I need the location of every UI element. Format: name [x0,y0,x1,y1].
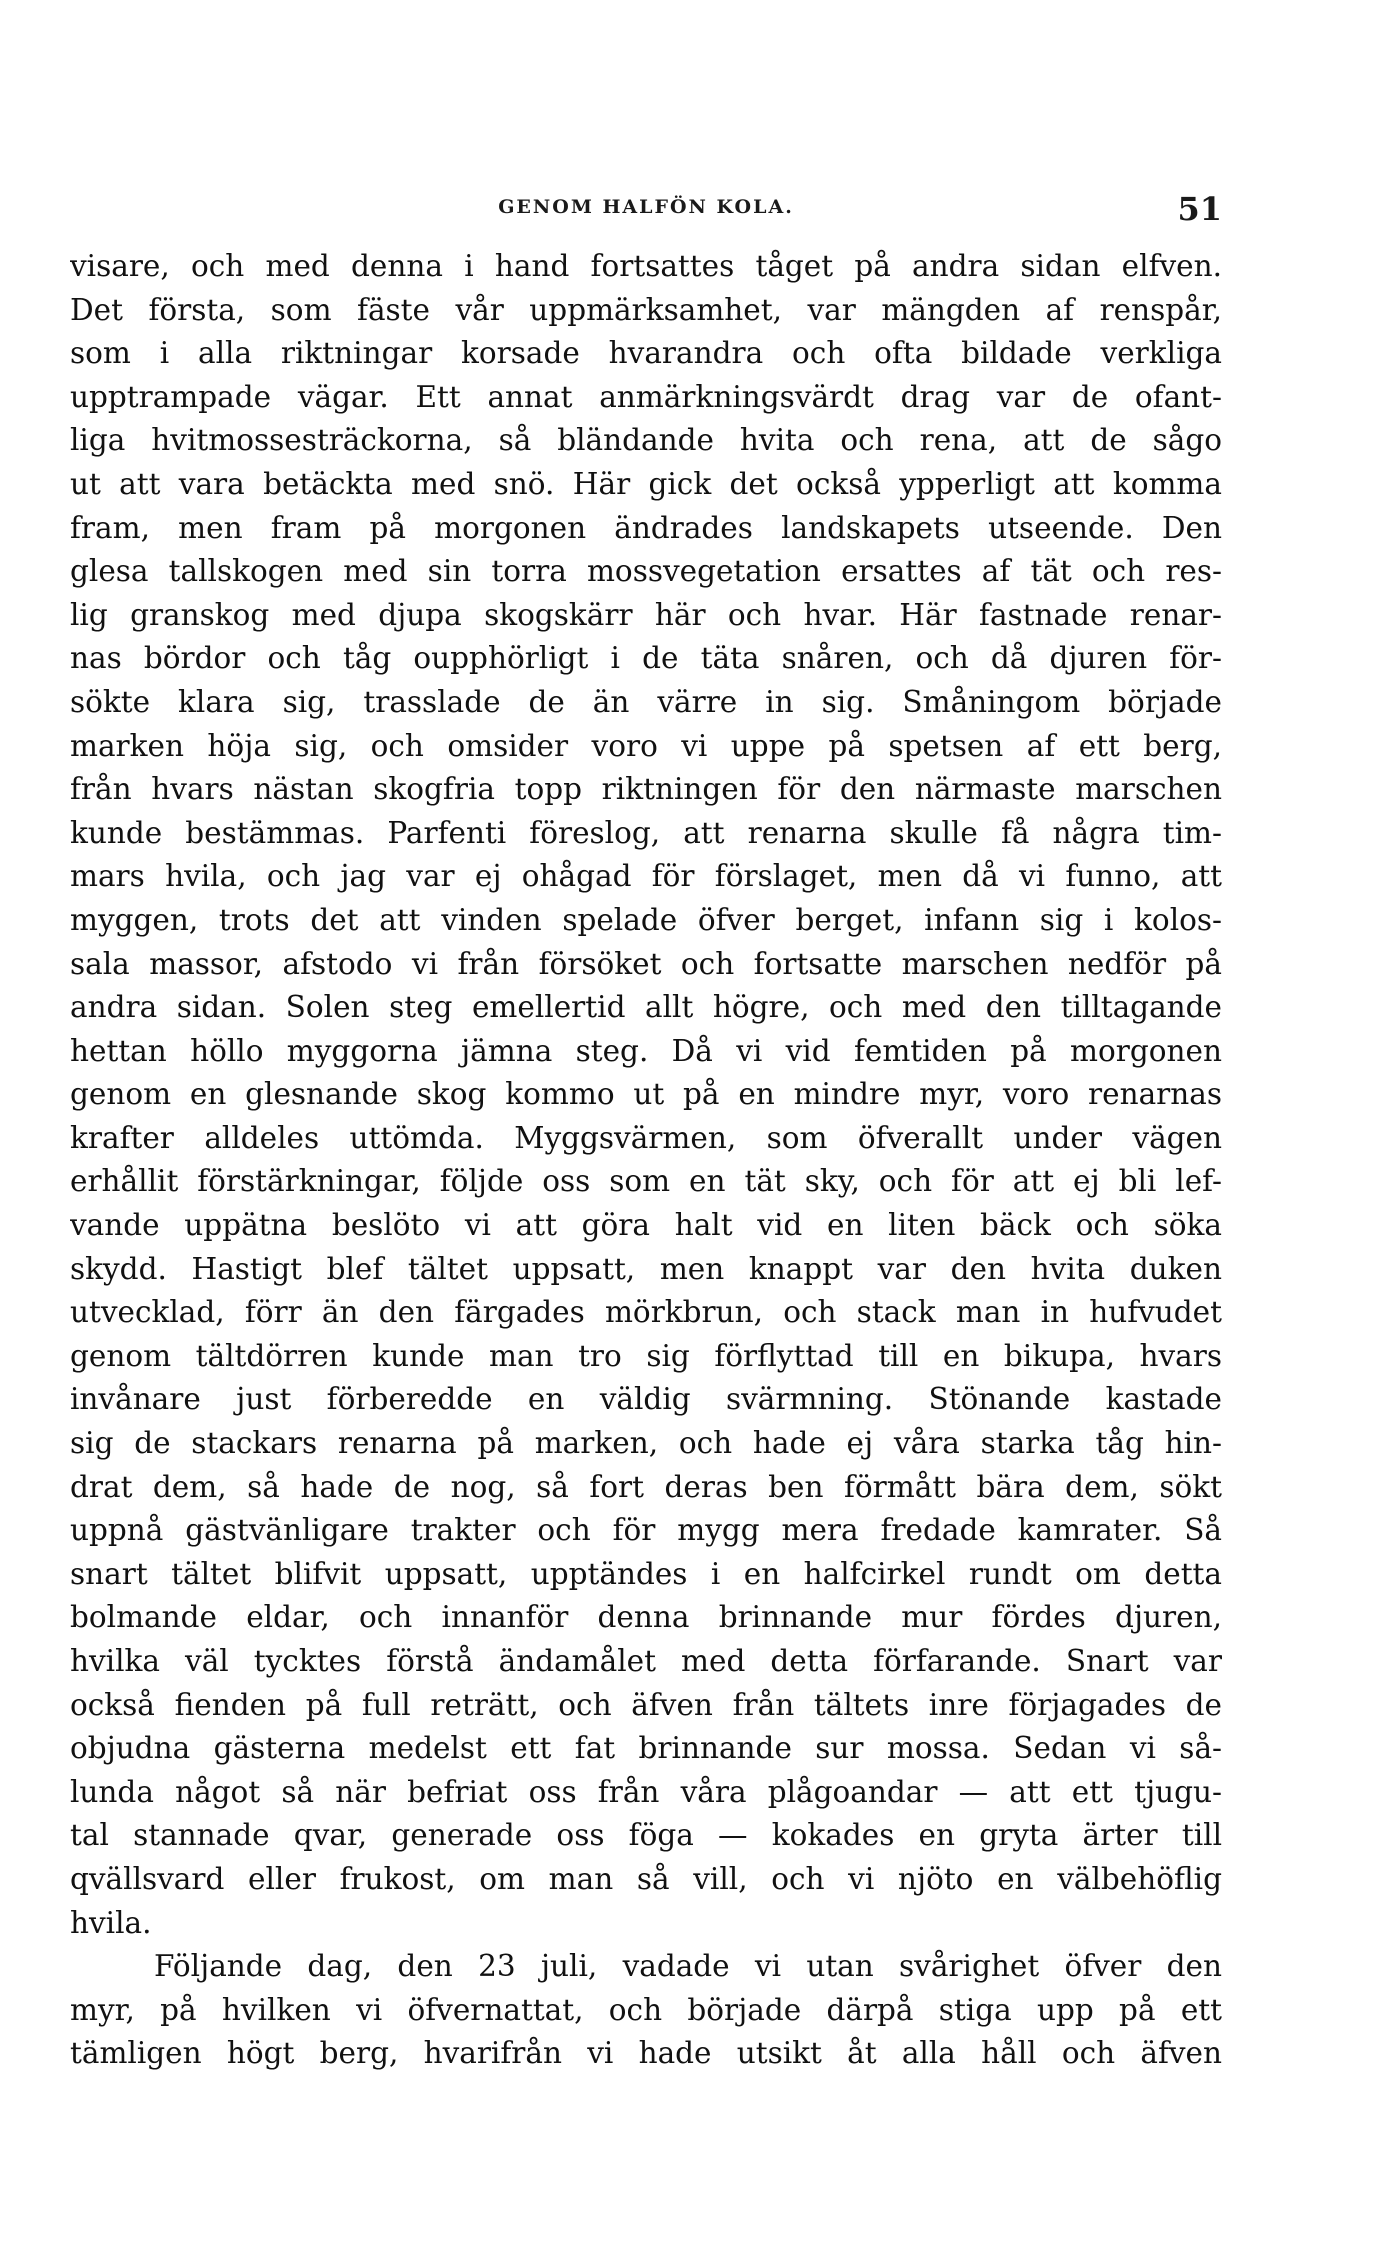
text-line: qvällsvard eller frukost, om man så vill, och vi njöto en välbehöflig [70,1861,1222,1896]
text-line: ut att vara betäckta med snö. Här gick det också ypperligt att komma [70,466,1222,501]
text-line: bolmande eldar, och innanför denna brinnande mur fördes djuren, [70,1600,1222,1635]
text-line: hettan höllo myggorna jämna steg. Då vi vid femtiden på morgonen [70,1033,1222,1068]
running-head [70,190,1222,230]
text-line: från hvars nästan skogfria topp riktningen för den närmaste marschen [70,772,1222,807]
text-line: myr, på hvilken vi öfvernattat, och började därpå stiga upp på ett [70,1992,1222,2027]
paragraph [70,1945,1222,2076]
text-line: myggen, trots det att vinden spelade öfver berget, infann sig i kolos- [70,902,1222,937]
text-line: tämligen högt berg, hvarifrån vi hade utsikt åt alla håll och äfven [70,2036,1222,2071]
text-line: lig granskog med djupa skogskärr här och hvar. Här fastnade renar- [70,597,1222,632]
text-line: andra sidan. Solen steg emellertid allt högre, och med den tilltagande [70,990,1222,1025]
text-line: mars hvila, och jag var ej ohågad för förslaget, men då vi funno, att [70,859,1222,894]
paragraph [70,245,1222,1945]
text-line: visare, och med denna i hand fortsattes tåget på andra sidan elfven. [70,249,1222,283]
text-line: uppnå gästvänligare trakter och för mygg mera fredade kamrater. Så [70,1513,1222,1548]
text-line: erhållit förstärkningar, följde oss som en tät sky, och för att ej bli lef- [70,1164,1222,1199]
text-line: glesa tallskogen med sin torra mossvegetation ersattes af tät och res- [70,554,1222,589]
text-line: som i alla riktningar korsade hvarandra och ofta bildade verkliga [70,336,1222,371]
running-title: GENOM HALFÖN KOLA. [498,196,794,218]
text-line: liga hvitmossesträckorna, så bländande hvita och rena, att de sågo [70,423,1222,458]
text-line: marken höja sig, och omsider voro vi uppe på spetsen af ett berg, [70,728,1222,763]
text-line: invånare just förberedde en väldig svärmning. Stönande kastade [70,1382,1222,1417]
text-line: sig de stackars renarna på marken, och hade ej våra starka tåg hin- [70,1426,1222,1461]
text-line: genom en glesnande skog kommo ut på en mindre myr, voro renarnas [70,1077,1222,1112]
text-line: snart tältet blifvit uppsatt, upptändes i en halfcirkel rundt om detta [70,1556,1222,1591]
text-line: vande uppätna beslöto vi att göra halt vid en liten bäck och söka [70,1208,1222,1243]
text-line: nas bördor och tåg oupphörligt i de täta snåren, och då djuren för- [70,641,1222,676]
text-line: Det första, som fäste vår uppmärksamhet, var mängden af renspår, [70,292,1222,327]
text-line: upptrampade vägar. Ett annat anmärkningsvärdt drag var de ofant- [70,379,1222,414]
text-line: kunde bestämmas. Parfenti föreslog, att renarna skulle få några tim- [70,815,1222,850]
text-line: objudna gästerna medelst ett fat brinnande sur mossa. Sedan vi så- [70,1731,1222,1766]
text-line: också fienden på full reträtt, och äfven från tältets inre förjagades de [70,1687,1222,1722]
page-number: 51 [1177,190,1222,228]
text-line: hvilka väl tycktes förstå ändamålet med detta förfarande. Snart var [70,1644,1222,1678]
text-line: hvila. [70,1905,152,1940]
text-line: genom tältdörren kunde man tro sig förflyttad till en bikupa, hvars [70,1338,1222,1373]
text-line: lunda något så när befriat oss från våra plågoandar — att ett tjugu- [70,1774,1222,1809]
text-line: sökte klara sig, trasslade de än värre in sig. Småningom började [70,684,1222,719]
text-line: Följande dag, den 23 juli, vadade vi utan svårighet öfver den [154,1949,1222,1984]
text-line: tal stannade qvar, generade oss föga — kokades en gryta ärter till [70,1818,1222,1853]
text-line: skydd. Hastigt blef tältet uppsatt, men knappt var den hvita duken [70,1251,1222,1286]
text-line: utvecklad, förr än den färgades mörkbrun, och stack man in hufvudet [70,1295,1222,1330]
text-line: fram, men fram på morgonen ändrades landskapets utseende. Den [70,510,1222,545]
text-line: sala massor, afstodo vi från försöket och fortsatte marschen nedför på [70,946,1222,981]
body-text [70,245,1222,2076]
text-line: krafter alldeles uttömda. Myggsvärmen, som öfverallt under vägen [70,1120,1222,1155]
text-line: drat dem, så hade de nog, så fort deras ben förmått bära dem, sökt [70,1469,1222,1504]
